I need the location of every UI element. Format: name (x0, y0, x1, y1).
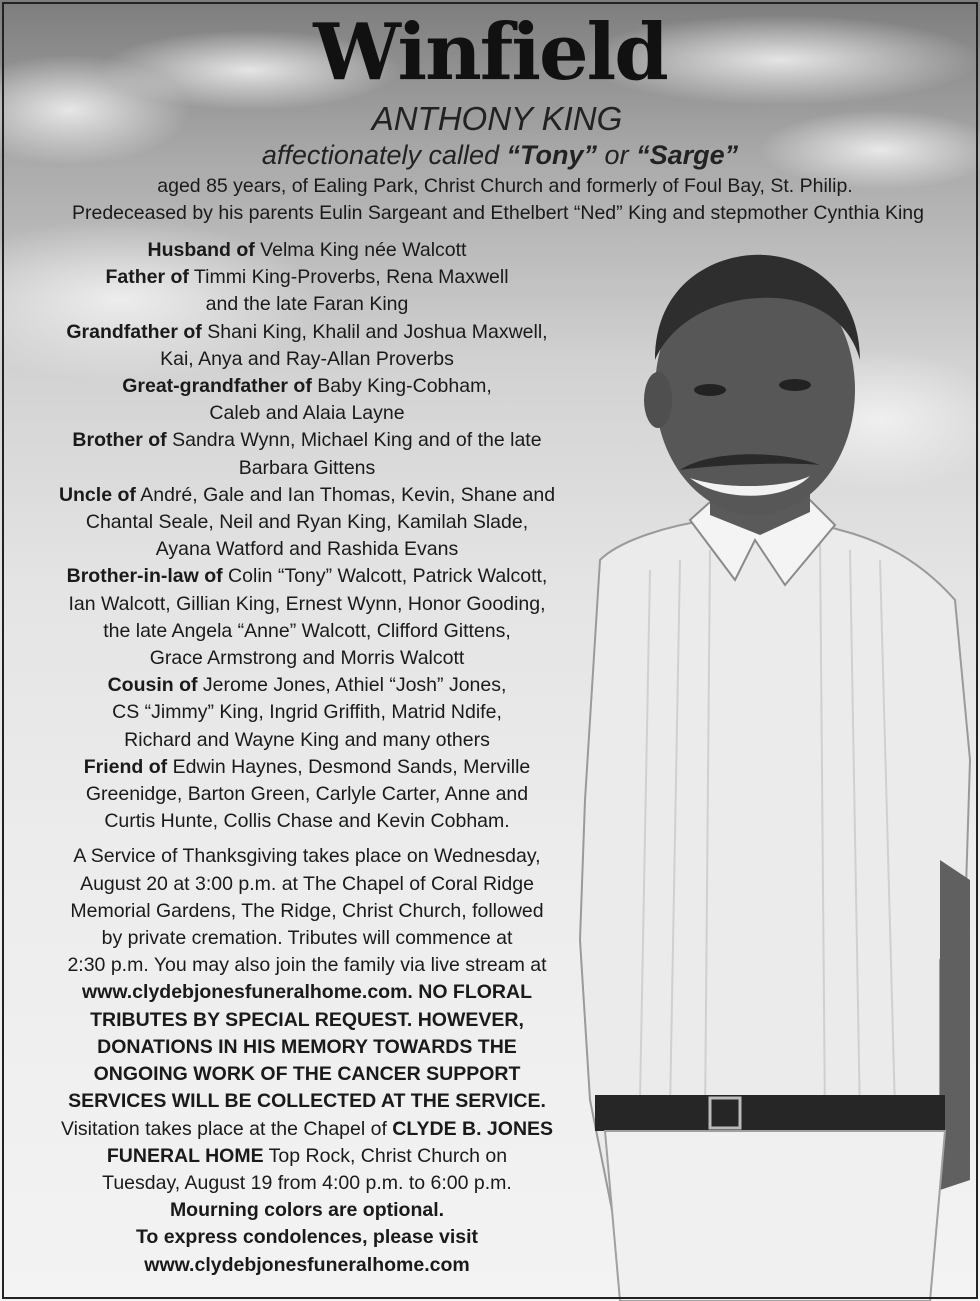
condolences-note: To express condolences, please visit (135, 1226, 479, 1249)
father-label: Father of (105, 266, 189, 289)
cousin-label: Cousin of (107, 674, 198, 697)
great-grandfather-line (22, 373, 592, 400)
cousin-names: Jerome Jones, Athiel “Josh” Jones, (197, 674, 507, 697)
friend-line-3: Curtis Hunte, Collis Chase and Kevin Cobham. (104, 810, 510, 833)
visitation-line-3: Tuesday, August 19 from 4:00 p.m. to 6:00 p.m. (102, 1171, 512, 1194)
nickname-sarge: “Sarge” (636, 140, 739, 170)
grandfather-names: Shani King, Khalil and Joshua Maxwell, (201, 320, 548, 343)
age-residence-line: aged 85 years, of Ealing Park, Christ Church and formerly of Foul Bay, St. Philip. (157, 175, 853, 197)
uncle-line-2: Chantal Seale, Neil and Ryan King, Kamilah Slade, (85, 511, 529, 534)
friend-names: Edwin Haynes, Desmond Sands, Merville (167, 755, 531, 778)
brother-names: Sandra Wynn, Michael King and of the late (166, 429, 542, 452)
father-names: Timmi King-Proverbs, Rena Maxwell (188, 266, 509, 289)
funeral-home-website: www.clydebjonesfuneralhome.com (144, 1253, 470, 1276)
service-line-10: SERVICES WILL BE COLLECTED AT THE SERVICE. (68, 1090, 546, 1113)
nickname-line (0, 142, 980, 169)
great-grandfather-label: Great-grandfather of (122, 375, 312, 398)
uncle-names: André, Gale and Ian Thomas, Kevin, Shane and (135, 483, 556, 506)
funeral-home-name-1: CLYDE B. JONES (392, 1117, 554, 1140)
grandfather-label: Grandfather of (66, 320, 202, 343)
husband-label: Husband of (147, 239, 255, 261)
great-grandfather-names: Baby King-Cobham, (311, 375, 492, 398)
funeral-home-name-2: FUNERAL HOME (106, 1144, 264, 1167)
deceased-surname: Winfield (313, 7, 667, 98)
service-line-4: by private cremation. Tributes will commence at (101, 927, 513, 950)
uncle-line-3: Ayana Watford and Rashida Evans (155, 538, 459, 561)
service-line-3: Memorial Gardens, The Ridge, Christ Church, followed (70, 899, 544, 922)
brother-label: Brother of (72, 429, 167, 452)
service-line-5: 2:30 p.m. You may also join the family via live stream at (67, 954, 547, 977)
visitation-text-2: Top Rock, Christ Church on (263, 1144, 508, 1167)
friend-label: Friend of (83, 755, 168, 778)
brother-in-law-line-4: Grace Armstrong and Morris Walcott (149, 647, 465, 670)
nickname-prefix: affectionately called (261, 140, 507, 170)
brother-in-law-line-2: Ian Walcott, Gillian King, Ernest Wynn, Honor Gooding, (68, 592, 546, 615)
portrait-photo (560, 240, 980, 1301)
mourning-colors-note: Mourning colors are optional. (169, 1199, 445, 1222)
brother-line-2: Barbara Gittens (238, 456, 376, 479)
cousin-line (22, 672, 592, 699)
cousin-line-3: Richard and Wayne King and many others (124, 728, 490, 751)
uncle-label: Uncle of (58, 483, 136, 506)
service-line-1: A Service of Thanksgiving takes place on Wednesday, (73, 845, 541, 868)
husband-line (22, 237, 592, 264)
friend-line (22, 754, 592, 781)
nickname-tony: “Tony” (506, 140, 598, 170)
grandfather-line (22, 319, 592, 346)
brother-in-law-label: Brother-in-law of (66, 565, 223, 588)
visitation-line-1 (22, 1116, 592, 1143)
father-line (22, 264, 592, 291)
father-line-2: and the late Faran King (205, 293, 409, 316)
brother-in-law-names: Colin “Tony” Walcott, Patrick Walcott, (222, 565, 548, 588)
brother-line (22, 427, 592, 454)
service-line-6: www.clydebjonesfuneralhome.com. NO FLORAL (81, 981, 532, 1004)
brother-in-law-line (22, 563, 592, 590)
uncle-line (22, 482, 592, 509)
brother-in-law-line-3: the late Angela “Anne” Walcott, Clifford Gittens, (103, 619, 511, 642)
cousin-line-2: CS “Jimmy” King, Ingrid Griffith, Matrid Ndife, (112, 701, 502, 724)
husband-names: Velma King née Walcott (254, 239, 467, 261)
great-grandfather-line-2: Caleb and Alaia Layne (209, 402, 405, 425)
service-line-9: ONGOING WORK OF THE CANCER SUPPORT (93, 1063, 521, 1086)
obituary-body (22, 237, 592, 1279)
deceased-full-name: ANTHONY KING (371, 100, 623, 137)
section-gap (22, 835, 592, 843)
service-line-7: TRIBUTES BY SPECIAL REQUEST. HOWEVER, (90, 1008, 524, 1031)
visitation-text-1: Visitation takes place at the Chapel of (60, 1117, 393, 1140)
predeceased-line: Predeceased by his parents Eulin Sargeant and Ethelbert “Ned” King and stepmother Cynthia King (71, 202, 924, 224)
service-line-8: DONATIONS IN HIS MEMORY TOWARDS THE (97, 1035, 517, 1058)
service-line-2: August 20 at 3:00 p.m. at The Chapel of Coral Ridge (80, 872, 534, 895)
grandfather-line-2: Kai, Anya and Ray-Allan Proverbs (160, 347, 454, 370)
friend-line-2: Greenidge, Barton Green, Carlyle Carter, Anne and (85, 783, 529, 806)
visitation-line-2 (22, 1143, 592, 1170)
nickname-or: or (597, 140, 637, 170)
